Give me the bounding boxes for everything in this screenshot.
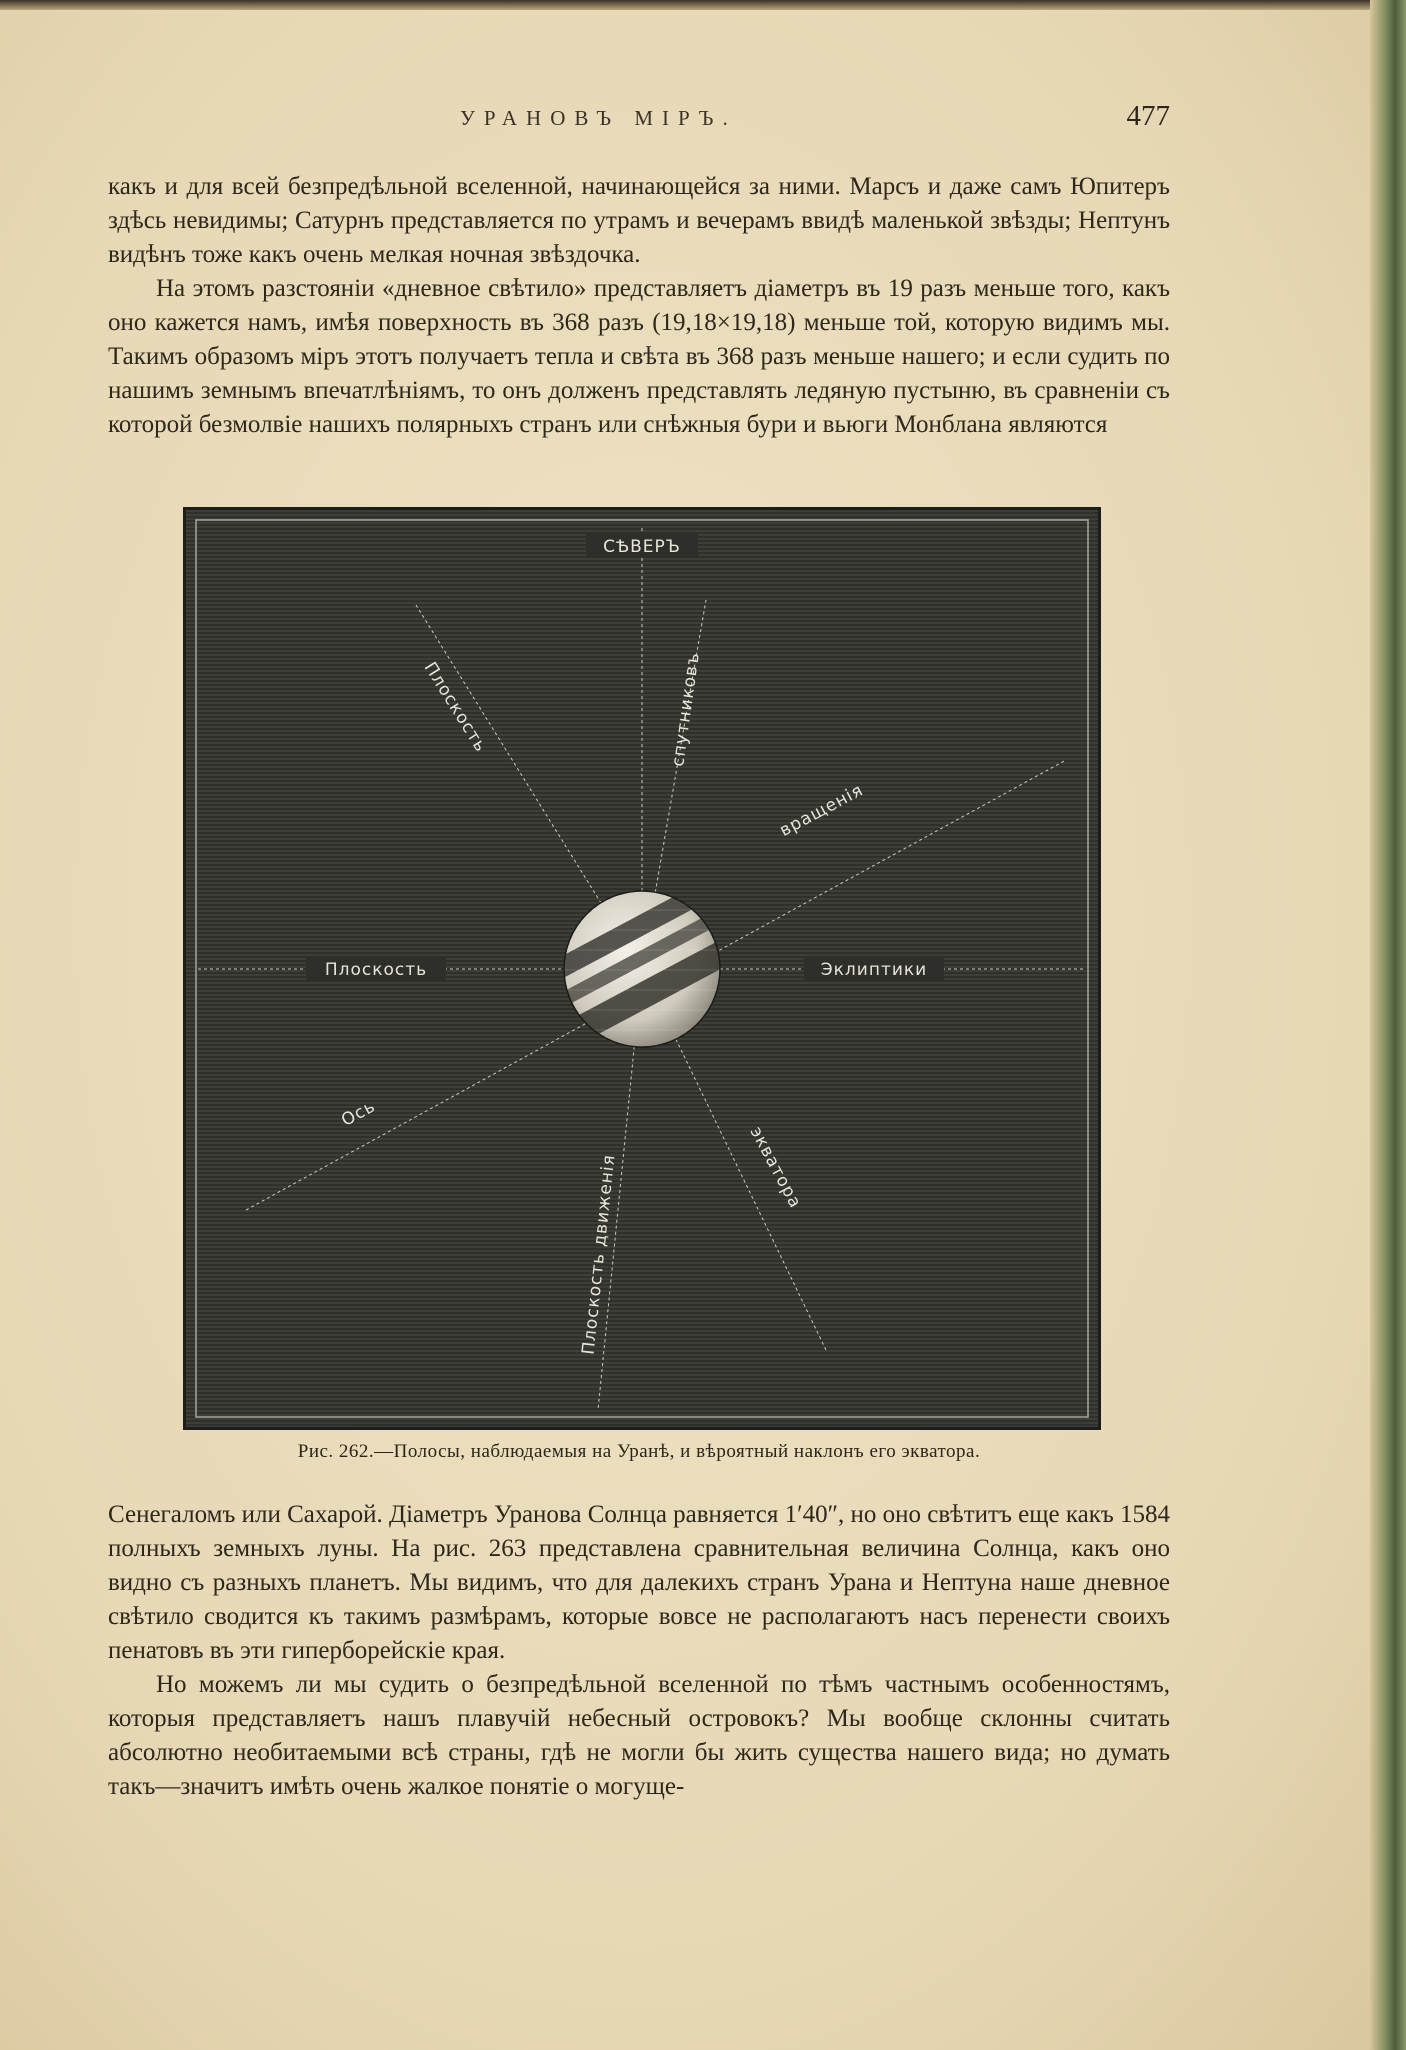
label-equator: экватора [745, 1123, 806, 1212]
uranus-diagram [186, 510, 1098, 1427]
paragraph: Но можемъ ли мы судить о безпредѣльной вселенной по тѣмъ частнымъ особенностямъ, которыя представляетъ нашъ плавучій небесный островокъ? Мы вообще склонны считать абсолютно необитаемыми всѣ страны, гдѣ не могли бы жить существа нашего вида; но думать такъ—значитъ имѣть очень жалкое понятіе о могуще- [108, 1671, 1170, 1800]
label-rotation: вращенія [776, 780, 867, 841]
label-plane-upper: Плоскость [419, 658, 491, 757]
paragraph: На этомъ разстояніи «дневное свѣтило» представляетъ діаметръ въ 19 разъ меньше того, какъ оно кажется намъ, имѣя поверхность въ 368 разъ (19,18×19,18) меньше той, которую видимъ мы. Такимъ образомъ міръ этотъ получаетъ тепла и свѣта въ 368 разъ меньше нашего; и если судить по нашимъ земнымъ впечатлѣніямъ, то онъ долженъ представлять ледяную пустыню, въ сравненіи съ которой безмолвіе нашихъ полярныхъ странъ или снѣжныя бури и вьюги Монблана являются [108, 275, 1170, 438]
label-ecliptic: Эклиптики [820, 960, 928, 980]
label-plane-left: Плоскость [324, 960, 428, 980]
running-title: УРАНОВЪ МІРЪ. [460, 106, 737, 130]
body-text-bottom [108, 1498, 1170, 1804]
page-top-edge [0, 0, 1370, 10]
figure-caption: Рис. 262.—Полосы, наблюдаемыя на Уранѣ, и вѣроятный наклонъ его экватора. [297, 1441, 981, 1462]
page-number: 477 [1126, 100, 1170, 132]
page-header [108, 100, 1170, 140]
label-axis: Ось [338, 1096, 380, 1131]
figure-uranus-diagram [183, 507, 1101, 1430]
label-motion-plane: Плоскость движенія [578, 1153, 620, 1356]
label-satellites: спутниковъ [668, 650, 704, 768]
paragraph: Сенегаломъ или Сахарой. Діаметръ Уранова Солнца равняется 1′40″, но оно свѣтитъ еще какъ 1584 полныхъ земныхъ луны. На рис. 263 представлена сравнительная величина Солнца, какъ оно видно съ разныхъ планетъ. Мы видимъ, что для далекихъ странъ Урана и Нептуна наше дневное свѣтило сводится къ такимъ размѣрамъ, которые вовсе не располагаютъ насъ перенести своихъ пенатовъ въ эти гиперборейскіе края. [108, 1501, 1171, 1664]
paragraph: какъ и для всей безпредѣльной вселенной, начинающейся за ними. Марсъ и даже самъ Юпитеръ здѣсь невидимы; Сатурнъ представляется по утрамъ и вечерамъ ввидѣ маленькой звѣзды; Нептунъ видѣнъ тоже какъ очень мелкая ночная звѣздочка. [108, 173, 1170, 268]
body-text-top [108, 170, 1170, 442]
label-north: СѢВЕРЪ [603, 537, 681, 557]
book-spine [1370, 0, 1406, 2050]
